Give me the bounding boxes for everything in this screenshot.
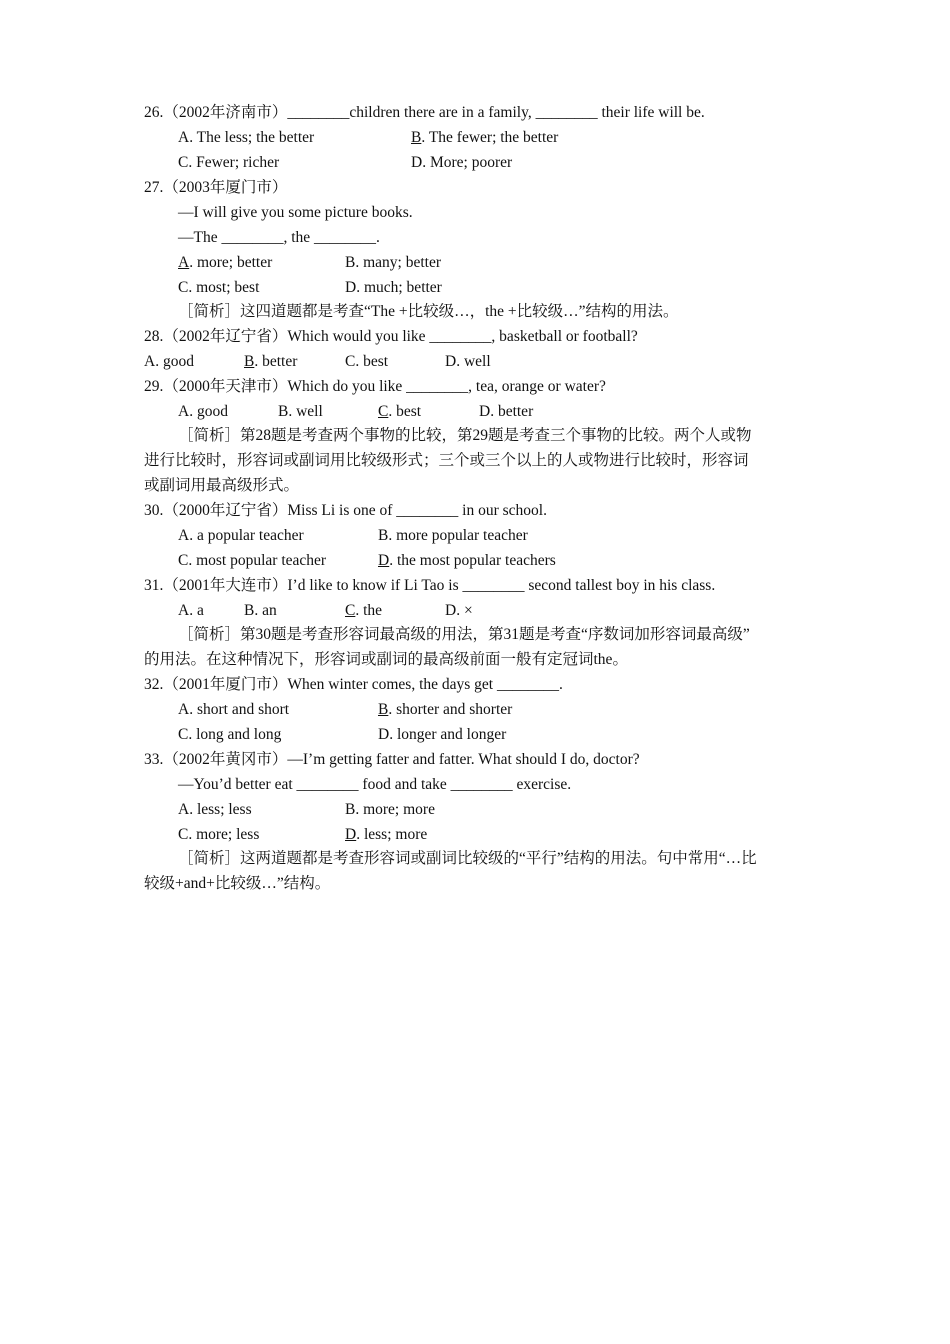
question-31-stem: 31.（2001年大连市）I’d like to know if Li Tao is ________ second tallest boy in his class. (144, 577, 716, 594)
question-26-option-b: B. The fewer; the better (411, 129, 559, 146)
question-33-stem: 33.（2002年黄冈市）—I’m getting fatter and fatter. What should I do, doctor? (144, 751, 640, 768)
question-33-dialogue: —You’d better eat ________ food and take ________ exercise. (178, 776, 572, 793)
question-27-stem: 27.（2003年厦门市） (144, 179, 288, 196)
question-33-option-b: B. more; more (345, 801, 435, 818)
question-29-option-c: C. best (378, 403, 422, 420)
answer-letter: A (178, 254, 190, 271)
question-27-option-b: B. many; better (345, 254, 441, 271)
question-27-option-d: D. much; better (345, 279, 442, 296)
analysis-note-30-31-line-2: 的用法。在这种情况下，形容词或副词的最高级前面一般有定冠词the。 (144, 651, 628, 668)
question-33-option-c: C. more; less (178, 826, 260, 843)
question-29-stem: 29.（2000年天津市）Which do you like ________, tea, orange or water? (144, 378, 606, 395)
analysis-note-28-29-line-2: 进行比较时，形容词或副词用比较级形式；三个或三个以上的人或物进行比较时，形容词 (144, 452, 749, 469)
question-27-option-c: C. most; best (178, 279, 260, 296)
question-26-option-a: A. The less; the better (178, 129, 315, 146)
answer-letter: C (345, 602, 356, 619)
analysis-note-28-29-line-1: ［简析］第28题是考查两个事物的比较，第29题是考查三个事物的比较。两个人或物 (178, 427, 752, 444)
analysis-note-28-29-line-3: 或副词用最高级形式。 (144, 477, 300, 494)
question-28-stem: 28.（2002年辽宁省）Which would you like ________, basketball or football? (144, 328, 638, 345)
analysis-note-26-27: ［简析］这四道题都是考查“The +比较级…，the +比较级…”结构的用法。 (178, 303, 679, 320)
analysis-note-32-33-line-1: ［简析］这两道题都是考查形容词或副词比较级的“平行”结构的用法。句中常用“…比 (178, 850, 757, 867)
question-29-option-b: B. well (278, 403, 323, 420)
answer-letter: B (244, 353, 255, 370)
question-28-option-a: A. good (144, 353, 194, 370)
answer-letter: B (378, 701, 389, 718)
question-27-option-a: A. more; better (178, 254, 273, 271)
question-31-option-b: B. an (244, 602, 277, 619)
question-32-option-a: A. short and short (178, 701, 290, 718)
answer-letter: C (378, 403, 389, 420)
question-30-option-a: A. a popular teacher (178, 527, 304, 544)
question-29-option-d: D. better (479, 403, 534, 420)
question-32-stem: 32.（2001年厦门市）When winter comes, the days get ________. (144, 676, 563, 693)
question-33-option-d: D. less; more (345, 826, 428, 843)
answer-letter: D (345, 826, 357, 843)
analysis-note-32-33-line-2: 较级+and+比较级…”结构。 (144, 875, 331, 892)
question-30-option-c: C. most popular teacher (178, 552, 327, 569)
question-31-option-a: A. a (178, 602, 204, 619)
question-28-option-d: D. well (445, 353, 491, 370)
question-27-dialogue-2: —The ________, the ________. (178, 229, 380, 246)
question-26-option-d: D. More; poorer (411, 154, 513, 171)
question-27-dialogue-1: —I will give you some picture books. (178, 204, 413, 221)
question-26-stem: 26.（2002年济南市）________children there are in a family, ________ their life will be. (144, 104, 705, 121)
question-26-option-c: C. Fewer; richer (178, 154, 280, 171)
answer-letter: B (411, 129, 422, 146)
analysis-note-30-31-line-1: ［简析］第30题是考查形容词最高级的用法，第31题是考查“序数词加形容词最高级” (178, 626, 750, 643)
question-28-option-c: C. best (345, 353, 389, 370)
question-32-option-d: D. longer and longer (378, 726, 507, 743)
question-33-option-a: A. less; less (178, 801, 252, 818)
question-31-option-c: C. the (345, 602, 383, 619)
question-30-option-d: D. the most popular teachers (378, 552, 556, 569)
answer-letter: D (378, 552, 390, 569)
question-31-option-d: D. × (445, 602, 473, 619)
question-32-option-c: C. long and long (178, 726, 282, 743)
question-30-option-b: B. more popular teacher (378, 527, 528, 544)
question-28-option-b: B. better (244, 353, 298, 370)
question-30-stem: 30.（2000年辽宁省）Miss Li is one of ________ in our school. (144, 502, 547, 519)
question-29-option-a: A. good (178, 403, 228, 420)
question-32-option-b: B. shorter and shorter (378, 701, 513, 718)
